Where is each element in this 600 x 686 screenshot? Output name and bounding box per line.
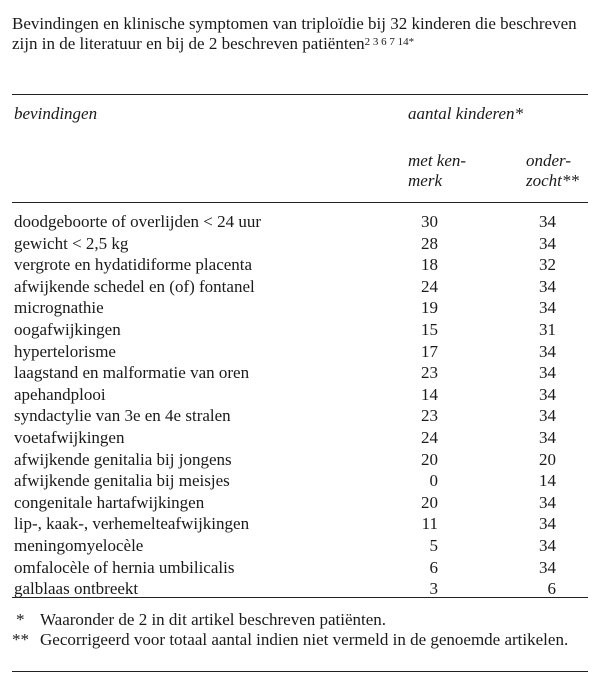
column-header-bevindingen: bevindingen <box>14 104 98 123</box>
column-header-met-kenmerk <box>408 151 508 191</box>
table-caption <box>12 14 588 54</box>
table-row <box>12 405 588 427</box>
header-rule <box>12 202 588 203</box>
row-label: apehandplooi <box>14 384 106 404</box>
cell-met-kenmerk: 24 <box>421 276 438 296</box>
cell-onderzocht: 34 <box>539 514 556 534</box>
cell-met-kenmerk: 6 <box>429 557 438 577</box>
column-header-onderzocht-line1: onder- <box>526 151 571 170</box>
table-row <box>12 427 588 449</box>
cell-onderzocht: 34 <box>539 492 556 512</box>
table-row <box>12 233 588 255</box>
cell-onderzocht: 31 <box>539 319 556 339</box>
row-label: micrognathie <box>14 298 104 318</box>
cell-onderzocht: 6 <box>547 579 556 599</box>
column-header-onderzocht <box>526 151 600 191</box>
cell-met-kenmerk: 0 <box>429 471 438 491</box>
cell-met-kenmerk: 5 <box>429 535 438 555</box>
caption-text: Bevindingen en klinische symptomen van triploïdie bij 32 kinderen die beschreven zijn in de literatuur en bij de 2 beschreven patiënten <box>12 14 577 53</box>
table-row <box>12 362 588 384</box>
footnote-text: Gecorrigeerd voor totaal aantal indien niet vermeld in de genoemde artikelen. <box>40 630 569 649</box>
row-label: oogafwijkingen <box>14 319 121 339</box>
row-label: gewicht < 2,5 kg <box>14 233 129 253</box>
footnote-mark: ** <box>12 630 29 649</box>
bottom-rule <box>12 671 588 672</box>
cell-onderzocht: 34 <box>539 363 556 383</box>
cell-onderzocht: 20 <box>539 449 556 469</box>
footnote <box>12 610 588 630</box>
table-row <box>12 470 588 492</box>
table-row <box>12 297 588 319</box>
column-header-met-kenmerk-line1: met ken- <box>408 151 467 170</box>
table-row <box>12 492 588 514</box>
cell-met-kenmerk: 17 <box>421 341 438 361</box>
row-label: afwijkende schedel en (of) fontanel <box>14 276 255 296</box>
table-row <box>12 319 588 341</box>
table-row <box>12 384 588 406</box>
cell-met-kenmerk: 15 <box>421 319 438 339</box>
row-label: hypertelorisme <box>14 341 116 361</box>
row-label: doodgeboorte of overlijden < 24 uur <box>14 212 262 231</box>
row-label: vergrote en hydatidiforme placenta <box>14 255 253 275</box>
cell-onderzocht: 34 <box>539 427 556 447</box>
cell-met-kenmerk: 19 <box>421 298 438 318</box>
cell-met-kenmerk: 18 <box>421 255 438 275</box>
cell-onderzocht: 34 <box>539 406 556 426</box>
row-label: congenitale hartafwijkingen <box>14 492 205 512</box>
column-header-met-kenmerk-line2: merk <box>408 171 442 190</box>
top-rule <box>12 94 588 95</box>
table-row <box>12 254 588 276</box>
cell-met-kenmerk: 20 <box>421 449 438 469</box>
column-header-onderzocht-line2: zocht** <box>526 171 579 190</box>
cell-met-kenmerk: 24 <box>421 427 438 447</box>
row-label: meningomyelocèle <box>14 535 144 555</box>
table-document <box>12 14 588 649</box>
row-label: omfalocèle of hernia umbilicalis <box>14 557 235 577</box>
caption-references: 2 3 6 7 14* <box>364 36 415 48</box>
cell-met-kenmerk: 3 <box>429 579 438 599</box>
row-label: syndactylie van 3e en 4e stralen <box>14 406 231 426</box>
table-row <box>12 276 588 298</box>
row-label: laagstand en malformatie van oren <box>14 363 250 383</box>
cell-onderzocht: 34 <box>539 535 556 555</box>
footnote-rule <box>12 597 588 598</box>
row-label: afwijkende genitalia bij jongens <box>14 449 232 469</box>
cell-onderzocht: 34 <box>539 298 556 318</box>
cell-met-kenmerk: 23 <box>421 406 438 426</box>
cell-met-kenmerk: 20 <box>421 492 438 512</box>
cell-met-kenmerk: 28 <box>421 233 438 253</box>
cell-onderzocht: 34 <box>539 384 556 404</box>
column-group-header: aantal kinderen* <box>408 104 524 123</box>
cell-onderzocht: 34 <box>539 276 556 296</box>
cell-met-kenmerk: 14 <box>421 384 438 404</box>
row-label: voetafwijkingen <box>14 427 125 447</box>
cell-onderzocht: 34 <box>539 341 556 361</box>
cell-met-kenmerk: 11 <box>421 514 438 534</box>
footnotes <box>12 610 588 650</box>
table-body <box>12 211 588 600</box>
row-label: afwijkende genitalia bij meisjes <box>14 471 230 491</box>
table-row <box>12 449 588 471</box>
cell-onderzocht: 14 <box>539 471 556 491</box>
cell-met-kenmerk: 30 <box>421 212 438 231</box>
table-row <box>12 557 588 579</box>
cell-onderzocht: 34 <box>539 233 556 253</box>
row-label: galblaas ontbreekt <box>14 579 139 599</box>
cell-onderzocht: 34 <box>539 212 556 231</box>
table-row <box>12 211 588 233</box>
cell-onderzocht: 32 <box>539 255 556 275</box>
footnote <box>12 630 588 650</box>
table-row <box>12 341 588 363</box>
cell-met-kenmerk: 23 <box>421 363 438 383</box>
table-row <box>12 535 588 557</box>
row-label: lip-, kaak-, verhemelteafwijkingen <box>14 514 250 534</box>
table-row <box>12 513 588 535</box>
cell-onderzocht: 34 <box>539 557 556 577</box>
footnote-text: Waaronder de 2 in dit artikel beschreven patiënten. <box>40 610 387 629</box>
footnote-mark: * <box>16 610 25 629</box>
